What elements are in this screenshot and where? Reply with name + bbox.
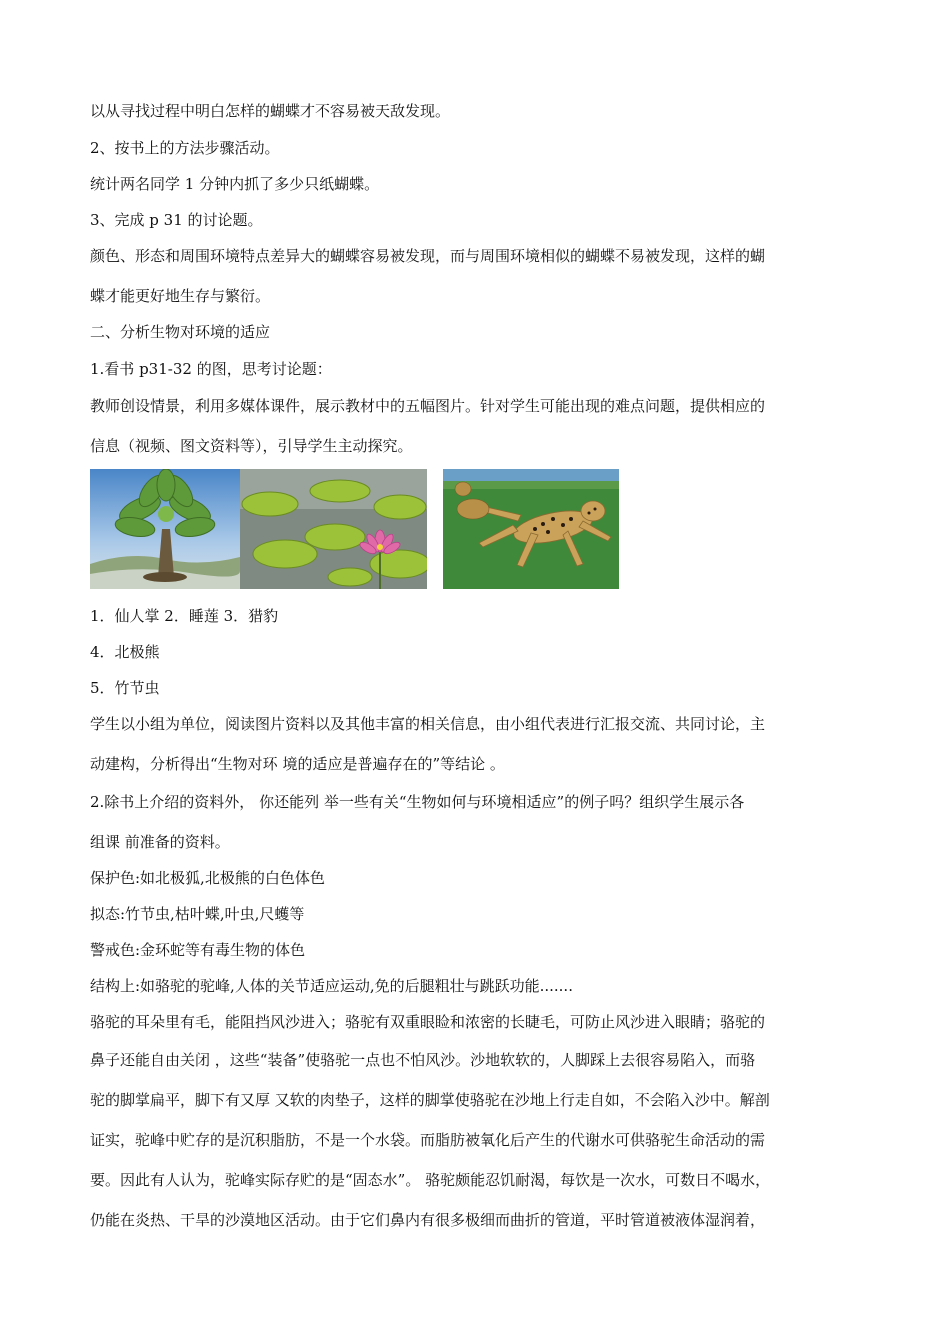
paragraph-line: 警戒色:金环蛇等有毒生物的体色 [90,941,306,959]
paragraph-line: 结构上:如骆驼的驼峰,人体的关节适应运动,免的后腿粗壮与跳跃功能....... [90,977,573,995]
paragraph-line: 统计两名同学 1 分钟内抓了多少只纸蝴蝶。 [90,175,380,193]
paragraph-line: 教师创设情景，利用多媒体课件，展示教材中的五幅图片。针对学生可能出现的难点问题，提供相应的 [90,397,766,415]
paragraph-line: 蝶才能更好地生存与繁衍。 [90,287,271,305]
paragraph-line: 2.除书上介绍的资料外， 你还能列 举一些有关“生物如何与环境相适应”的例子吗？组织学生展示各 [90,793,745,811]
cheetah-photo [443,469,619,589]
paragraph-line: 鼻子还能自由关闭 ，这些“装备”使骆驼一点也不怕风沙。沙地软软的，人脚踩上去很容易陷入，而骆 [90,1051,756,1069]
caption-line: 5．竹节虫 [90,679,160,697]
paragraph-line: 骆驼的耳朵里有毛，能阻挡风沙进入；骆驼有双重眼睑和浓密的长睫毛，可防止风沙进入眼睛；骆驼的 [90,1013,766,1031]
paragraph-line: 3、完成 p 31 的讨论题。 [90,211,263,229]
paragraph-line: 2、按书上的方法步骤活动。 [90,139,280,157]
image-strip [90,469,620,589]
paragraph-line: 学生以小组为单位，阅读图片资料以及其他丰富的相关信息，由小组代表进行汇报交流、共同讨论，主 [90,715,766,733]
paragraph-line: 证实，驼峰中贮存的是沉积脂肪，不是一个水袋。而脂肪被氧化后产生的代谢水可供骆驼生命活动的需 [90,1131,766,1149]
waterlily-photo [240,469,427,589]
cactus-photo [90,469,240,589]
paragraph-line: 仍能在炎热、干旱的沙漠地区活动。由于它们鼻内有很多极细而曲折的管道，平时管道被液体湿润着， [90,1211,766,1229]
paragraph-line: 动建构，分析得出“生物对环 境的适应是普遍存在的”等结论 。 [90,755,505,773]
paragraph-line: 组课 前准备的资料。 [90,833,230,851]
paragraph-line: 颜色、形态和周围环境特点差异大的蝴蝶容易被发现，而与周围环境相似的蝴蝶不易被发现，这样的蝴 [90,247,766,265]
paragraph-line: 保护色:如北极狐,北极熊的白色体色 [90,869,325,887]
paragraph-line: 信息（视频、图文资料等），引导学生主动探究。 [90,437,413,455]
paragraph-line: 要。因此有人认为，驼峰实际存贮的是“固态水”。 骆驼颇能忍饥耐渴，每饮是一次水，可数日不喝水， [90,1171,771,1189]
section-heading: 二、分析生物对环境的适应 [90,323,271,341]
paragraph-line: 驼的脚掌扁平，脚下有又厚 又软的肉垫子，这样的脚掌使骆驼在沙地上行走自如，不会陷入沙中。解剖 [90,1091,770,1109]
paragraph-line: 1.看书 p31-32 的图，思考讨论题： [90,360,332,378]
paragraph-line: 以从寻找过程中明白怎样的蝴蝶才不容易被天敌发现。 [90,102,451,120]
caption-line: 4．北极熊 [90,643,160,661]
paragraph-line: 拟态:竹节虫,枯叶蝶,叶虫,尺蠖等 [90,905,305,923]
caption-line: 1．仙人掌 2．睡莲 3．猎豹 [90,607,279,625]
